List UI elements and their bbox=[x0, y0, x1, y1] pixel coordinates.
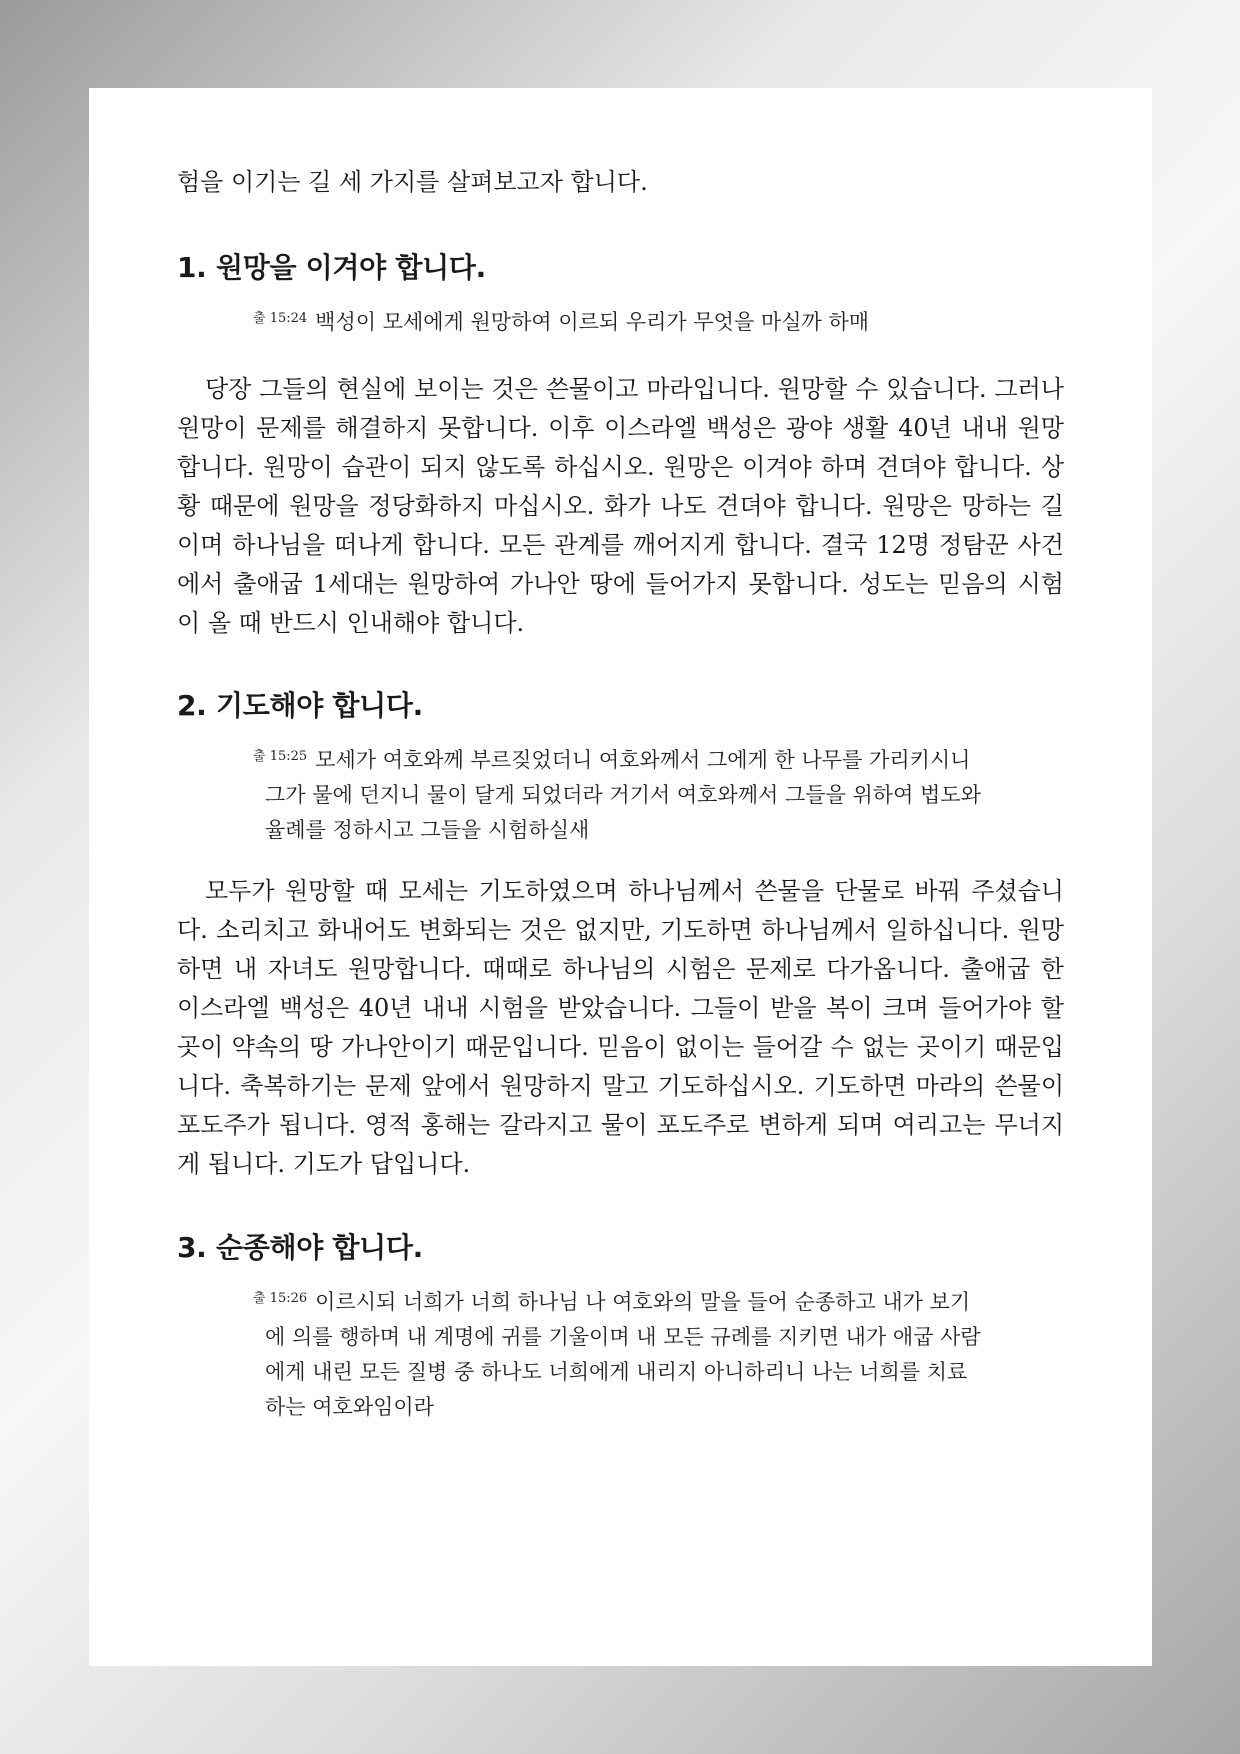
verse-text: 모세가 여호와께 부르짖었더니 여호와께서 그에게 한 나무를 가리키시니 그가 물에 던지니 물이 달게 되었더라 거기서 여호와께서 그들을 위하여 법도와 율례를 정하시고 그들을 시험하실새 bbox=[265, 748, 981, 842]
section-2-title: 2. 기도해야 합니다. bbox=[177, 689, 423, 722]
section-3-title: 3. 순종해야 합니다. bbox=[177, 1231, 423, 1264]
verse-reference: 출 15:24 bbox=[253, 311, 308, 326]
intro-text: 험을 이기는 길 세 가지를 살펴보고자 합니다. bbox=[177, 168, 648, 196]
verse-reference: 출 15:25 bbox=[253, 749, 308, 764]
verse-text: 백성이 모세에게 원망하여 이르되 우리가 무엇을 마실까 하매 bbox=[315, 310, 870, 334]
section-1-title: 1. 원망을 이겨야 합니다. bbox=[177, 251, 486, 284]
section-2-verse bbox=[253, 739, 986, 848]
section-3-verse bbox=[253, 1281, 986, 1425]
section-1-verse bbox=[253, 301, 986, 340]
verse-reference: 출 15:26 bbox=[253, 1291, 308, 1306]
section-2-paragraph: 모두가 원망할 때 모세는 기도하였으며 하나님께서 쓴물을 단물로 바꿔 주셨습니다. 소리치고 화내어도 변화되는 것은 없지만, 기도하면 하나님께서 일하십니다. 원망하면 내 자녀도 원망합니다. 때때로 하나님의 시험은 문제로 다가옵니다. 출애굽 한 이스라엘 백성은 40년 내내 시험을 받았습니다. 그들이 받을 복이 크며 들어가야 할 곳이 약속의 땅 가나안이기 때문입니다. 믿음이 없이는 들어갈 수 없는 곳이기 때문입니다. 축복하기는 문제 앞에서 원망하지 말고 기도하십시오. 기도하면 마라의 쓴물이 포도주가 됩니다. 영적 홍해는 갈라지고 물이 포도주로 변하게 되며 여리고는 무너지게 됩니다. 기도가 답입니다. bbox=[177, 877, 1064, 1178]
document-page bbox=[89, 88, 1152, 1666]
section-1-paragraph: 당장 그들의 현실에 보이는 것은 쓴물이고 마라입니다. 원망할 수 있습니다. 그러나 원망이 문제를 해결하지 못합니다. 이후 이스라엘 백성은 광야 생활 40년 내내 원망합니다. 원망이 습관이 되지 않도록 하십시오. 원망은 이겨야 하며 견뎌야 합니다. 상황 때문에 원망을 정당화하지 마십시오. 화가 나도 견뎌야 합니다. 원망은 망하는 길이며 하나님을 떠나게 합니다. 모든 관계를 깨어지게 합니다. 결국 12명 정탐꾼 사건에서 출애굽 1세대는 원망하여 가나안 땅에 들어가지 못합니다. 성도는 믿음의 시험이 올 때 반드시 인내해야 합니다. bbox=[177, 375, 1064, 637]
verse-text: 이르시되 너희가 너희 하나님 나 여호와의 말을 들어 순종하고 내가 보기에 의를 행하며 내 계명에 귀를 기울이며 내 모든 규례를 지키면 내가 애굽 사람에게 내린 모든 질병 중 하나도 너희에게 내리지 아니하리니 나는 너희를 치료하는 여호와임이라 bbox=[265, 1290, 981, 1419]
